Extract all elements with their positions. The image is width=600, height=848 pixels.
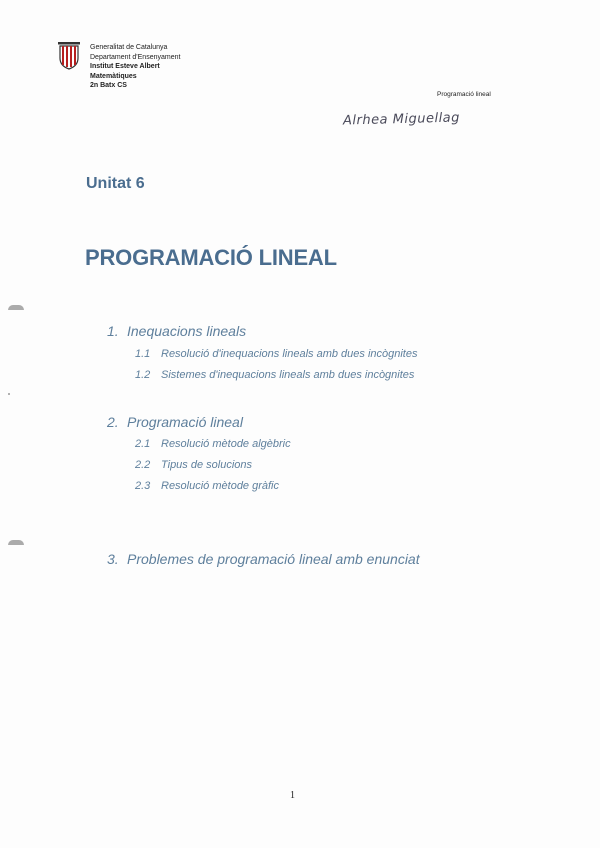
handwritten-name: Alrhea Miguellag [342, 110, 461, 129]
toc-subsection-title: Resolució d'inequacions lineals amb dues incògnites [161, 348, 418, 360]
toc-subsection-number: 2.2 [135, 459, 151, 471]
toc-subsection-number: 2.1 [135, 438, 151, 450]
toc-section-title: Programació lineal [127, 414, 243, 430]
institution-line: Departament d'Ensenyament [90, 53, 181, 61]
toc-subsection-2-2 [135, 459, 252, 471]
header-subject-label: Programació lineal [437, 91, 491, 98]
toc-subsection-2-1 [135, 438, 291, 450]
scan-speck [8, 393, 10, 395]
toc-subsection-2-3 [135, 480, 279, 492]
punch-hole-mark [8, 540, 24, 545]
toc-subsection-title: Tipus de solucions [161, 459, 253, 471]
toc-subsection-title: Sistemes d'inequacions lineals amb dues incògnites [161, 369, 415, 381]
toc-section-number: 2. [107, 414, 119, 430]
toc-section-2 [107, 414, 243, 430]
unit-label: Unitat 6 [86, 175, 145, 192]
institution-line: Generalitat de Catalunya [90, 44, 168, 51]
generalitat-logo-icon [57, 42, 81, 70]
toc-subsection-number: 2.3 [135, 480, 151, 492]
institution-line: 2n Batx CS [90, 82, 127, 90]
institution-block [90, 43, 180, 91]
toc-section-number: 1. [107, 323, 119, 339]
toc-subsection-number: 1.1 [135, 348, 151, 360]
toc-section-1 [107, 323, 246, 339]
toc-section-3 [107, 551, 420, 567]
toc-subsection-number: 1.2 [135, 369, 151, 381]
page-title: PROGRAMACIÓ LINEAL [85, 245, 337, 270]
toc-section-title: Problemes de programació lineal amb enunciat [127, 551, 420, 567]
toc-section-number: 3. [107, 551, 119, 567]
institution-line: Matemàtiques [90, 72, 137, 80]
punch-hole-mark [8, 305, 24, 310]
toc-section-title: Inequacions lineals [127, 323, 247, 339]
toc-subsection-1-2 [135, 369, 414, 381]
toc-subsection-title: Resolució mètode algèbric [161, 438, 291, 450]
toc-subsection-title: Resolució mètode gràfic [161, 480, 280, 492]
institution-line: Institut Esteve Albert [90, 63, 160, 71]
toc-subsection-1-1 [135, 348, 417, 360]
page-number: 1 [290, 790, 295, 801]
